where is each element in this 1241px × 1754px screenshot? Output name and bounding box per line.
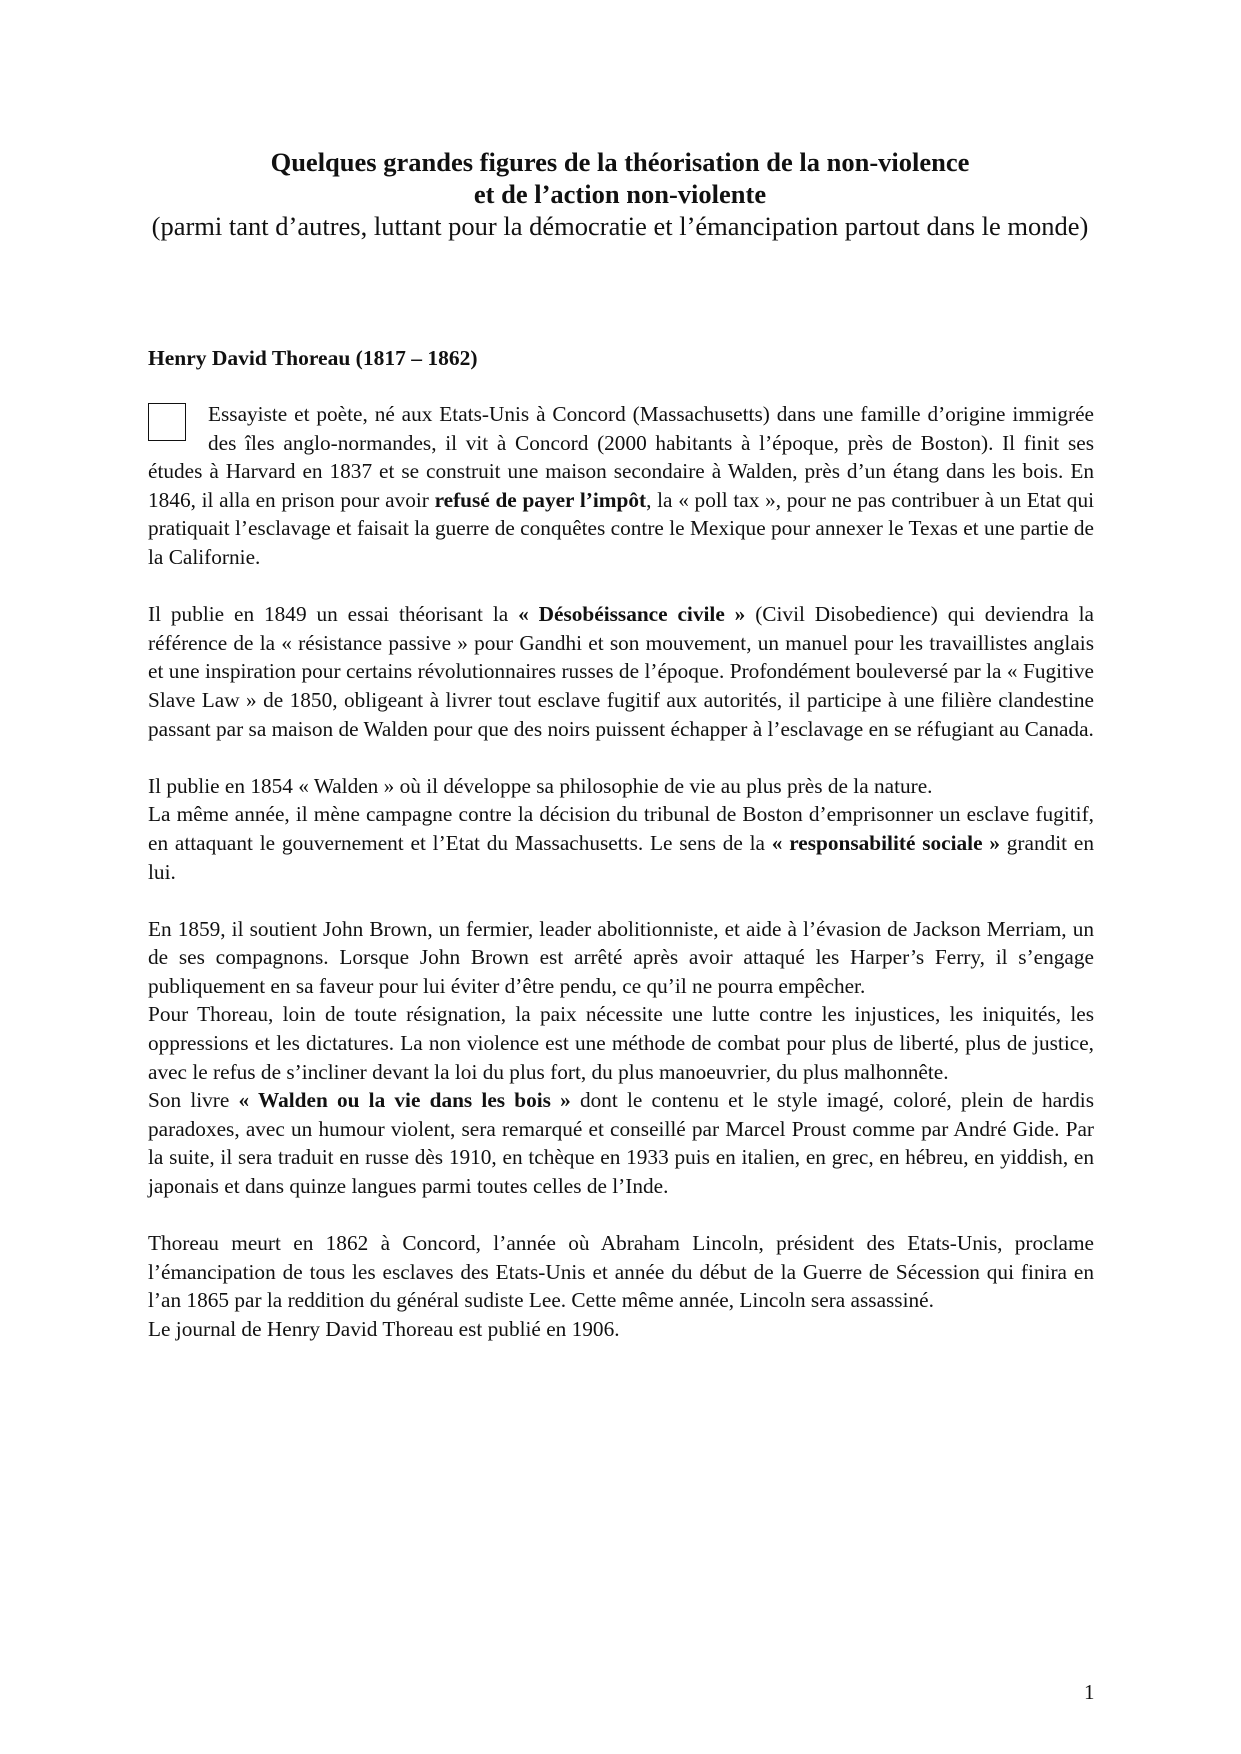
- body-text: [148, 400, 1094, 1344]
- paragraph-1-bold: refusé de payer l’impôt: [434, 487, 647, 512]
- section-heading: Henry David Thoreau (1817 – 1862): [148, 346, 478, 370]
- paragraph-1: [148, 400, 1094, 572]
- page-title-line-2: et de l’action non-violente: [473, 179, 767, 209]
- title-block: [140, 146, 1100, 242]
- paragraph-2: [148, 600, 1094, 743]
- paragraph-3-text-a: La même année, il mène campagne contre la décision du tribunal de Boston d’emprisonner un esclave fugitif, en attaquant le gouvernement et l’Etat du Massachusetts. Le sens de la: [148, 802, 1094, 855]
- paragraph-3-bold: « responsabilité sociale »: [771, 830, 1000, 855]
- paragraph-1-text-b: , la « poll tax », pour ne pas contribuer à un Etat qui pratiquait l’esclavage et faisait la guerre de conquêtes contre le Mexique pour annexer le Texas et une partie de la Californie.: [148, 487, 1095, 569]
- paragraph-5-line-1: Thoreau meurt en 1862 à Concord, l’année où Abraham Lincoln, président des Etats-Unis, proclame l’émancipation de tous les esclaves des Etats-Unis et année du début de la Guerre de Sécession qui finira en l’an 1865 par la reddition du général sudiste Lee. Cette même année, Lincoln sera assassiné.: [148, 1231, 1094, 1313]
- page-number: 1: [1084, 1680, 1095, 1704]
- paragraph-2-text-b: (Civil Disobedience) qui deviendra la référence de la « résistance passive » pour Gandhi et son mouvement, un manuel pour les travaillistes anglais et une inspiration pour certains révolutionnaires russes de l’époque. Profondément bouleversé par la « Fugitive Slave Law » de 1850, obligeant à livrer tout esclave fugitif aux autorités, il participe à une filière clandestine passant par sa maison de Walden pour que des noirs puissent échapper à l’esclavage en se réfugiant au Canada.: [148, 602, 1095, 741]
- paragraph-4: [148, 1086, 1094, 1200]
- checkbox-icon[interactable]: [148, 403, 186, 441]
- paragraph-4-line-1: En 1859, il soutient John Brown, un fermier, leader abolitionniste, et aide à l’évasion de Jackson Merriam, un de ses compagnons. Lorsque John Brown est arrêté après avoir attaqué les Harper’s Ferry, il s’engage publiquement en sa faveur pour lui éviter d’être pendu, ce qu’il ne pourra empêcher.: [148, 916, 1094, 998]
- paragraph-1-text-a: Essayiste et poète, né aux Etats-Unis à Concord (Massachusetts) dans une famille d’origine immigrée des îles anglo-normandes, il vit à Concord (2000 habitants à l’époque, près de Boston). Il finit ses études à Harvard en 1837 et se construit une maison secondaire à Walden, près d’un étang dans les bois. En 1846, il alla en prison pour avoir: [148, 402, 1094, 512]
- paragraph-3-text-b: grandit en lui.: [148, 830, 1094, 884]
- paragraph-3: [148, 800, 1094, 886]
- paragraph-3-line-1: Il publie en 1854 « Walden » où il développe sa philosophie de vie au plus près de la nature.: [148, 773, 933, 798]
- paragraph-2-text-a: Il publie en 1849 un essai théorisant la: [148, 602, 519, 627]
- paragraph-2-bold: « Désobéissance civile »: [518, 602, 746, 627]
- page-subtitle: (parmi tant d’autres, luttant pour la démocratie et l’émancipation partout dans le monde): [151, 211, 1089, 241]
- paragraph-4-text-b: dont le contenu et le style imagé, coloré, plein de hardis paradoxes, avec un humour violent, sera remarqué et conseillé par Marcel Proust comme par André Gide. Par la suite, il sera traduit en russe dès 1910, en tchèque en 1933 puis en italien, en grec, en hébreu, en yiddish, en japonais et dans quinze langues parmi toutes celles de l’Inde.: [148, 1088, 1094, 1199]
- page-title-line-1: Quelques grandes figures de la théorisation de la non-violence: [270, 147, 970, 177]
- paragraph-4-bold: « Walden ou la vie dans les bois »: [238, 1088, 571, 1113]
- paragraph-4-line-2: Pour Thoreau, loin de toute résignation, la paix nécessite une lutte contre les injustices, les iniquités, les oppressions et les dictatures. La non violence est une méthode de combat pour plus de liberté, plus de justice, avec le refus de s’incliner devant la loi du plus fort, du plus manoeuvrier, du plus malhonnête.: [148, 1002, 1094, 1084]
- paragraph-4-text-a: Son livre: [148, 1088, 239, 1113]
- paragraph-5-line-2: Le journal de Henry David Thoreau est publié en 1906.: [148, 1317, 620, 1341]
